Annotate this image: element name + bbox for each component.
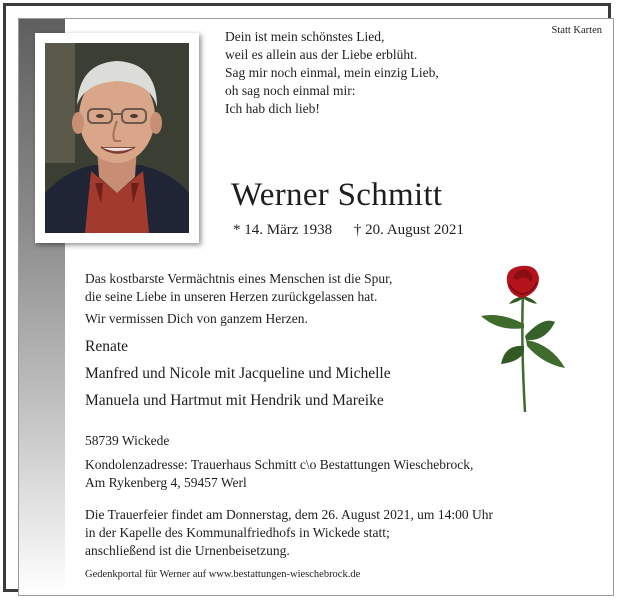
quote bbox=[85, 270, 392, 306]
obituary-card bbox=[18, 18, 614, 596]
statt-karten-label: Statt Karten bbox=[551, 25, 602, 36]
memorial-portal-note: Gedenkportal für Werner auf www.bestattungen-wieschebrock.de bbox=[85, 569, 361, 580]
poem-line: Ich hab dich lieb! bbox=[225, 101, 320, 116]
birth-date: * 14. März 1938 bbox=[233, 222, 333, 238]
quote-line: Das kostbarste Vermächtnis eines Menschen ist die Spur, bbox=[85, 271, 393, 286]
city-line: 58739 Wickede bbox=[85, 433, 170, 448]
family-member: Manfred und Nicole mit Jacqueline und Michelle bbox=[85, 365, 391, 382]
ceremony-line: in der Kapelle des Kommunalfriedhofs in Wickede statt; bbox=[85, 525, 390, 540]
poem-line: Dein ist mein schönstes Lied, bbox=[225, 29, 385, 44]
outer-border bbox=[3, 3, 611, 592]
poem-line: weil es allein aus der Liebe erblüht. bbox=[225, 47, 418, 62]
portrait-frame bbox=[35, 33, 199, 243]
poem-line: Sag mir noch einmal, mein einzig Lieb, bbox=[225, 65, 439, 80]
family-member: Manuela und Hartmut mit Hendrik und Mareike bbox=[85, 392, 384, 409]
condolence-address bbox=[85, 456, 473, 492]
rose-icon bbox=[471, 264, 571, 414]
life-dates bbox=[233, 222, 464, 239]
poem bbox=[225, 28, 439, 118]
ceremony-line: Die Trauerfeier findet am Donnerstag, dem 26. August 2021, um 14:00 Uhr bbox=[85, 507, 493, 522]
condolence-line: Kondolenzadresse: Trauerhaus Schmitt c\o Bestattungen Wieschebrock, bbox=[85, 457, 474, 472]
miss-line: Wir vermissen Dich von ganzem Herzen. bbox=[85, 311, 308, 326]
quote-line: die seine Liebe in unseren Herzen zurückgelassen hat. bbox=[85, 289, 378, 304]
death-date: † 20. August 2021 bbox=[353, 222, 464, 238]
portrait-photo bbox=[45, 43, 189, 233]
condolence-line: Am Rykenberg 4, 59457 Werl bbox=[85, 475, 247, 490]
ceremony-info bbox=[85, 506, 493, 560]
portrait-illustration bbox=[45, 43, 189, 233]
poem-line: oh sag noch einmal mir: bbox=[225, 83, 356, 98]
ceremony-line: anschließend ist die Urnenbeisetzung. bbox=[85, 543, 290, 558]
family-member: Renate bbox=[85, 338, 129, 355]
deceased-name: Werner Schmitt bbox=[231, 177, 443, 213]
